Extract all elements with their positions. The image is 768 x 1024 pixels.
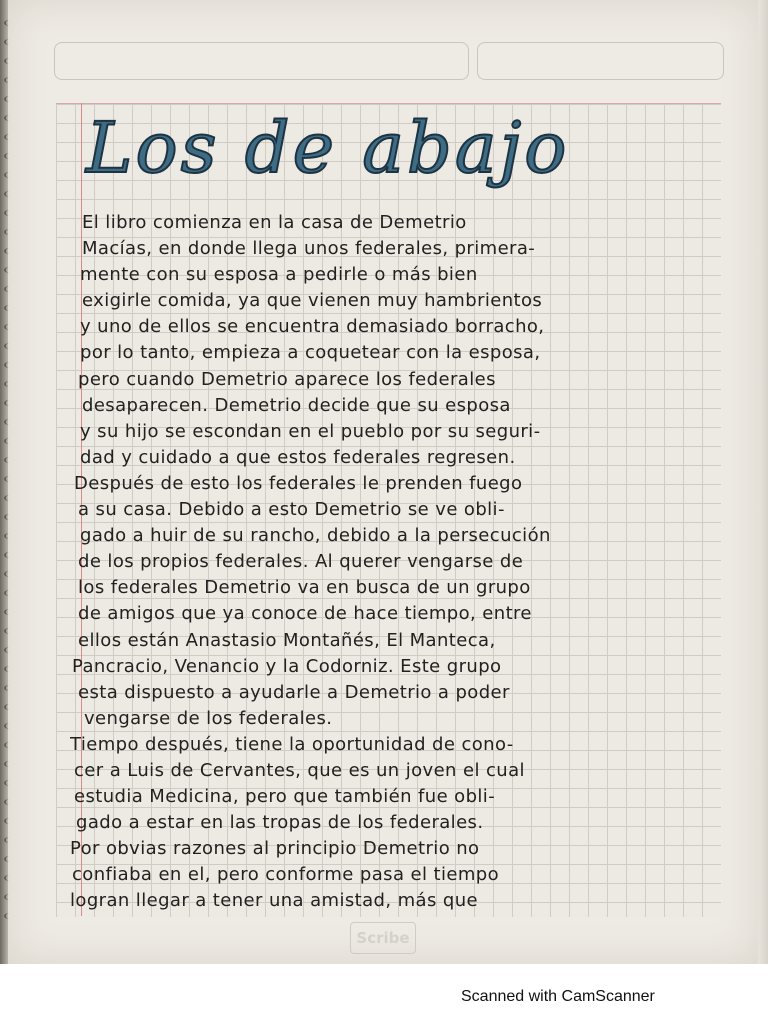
spiral-ring	[4, 362, 14, 368]
spiral-ring	[4, 58, 14, 64]
spiral-ring	[4, 552, 14, 558]
spiral-ring	[4, 761, 14, 767]
spiral-ring	[4, 609, 14, 615]
spiral-ring	[4, 381, 14, 387]
text-line: confiaba en el, pero conforme pasa el tiempo	[72, 864, 499, 886]
text-line: ellos están Anastasio Montañés, El Manteca,	[78, 629, 496, 651]
text-line: mente con su esposa a pedirle o más bien	[80, 264, 478, 286]
text-line: Después de esto los federales le prenden fuego	[74, 472, 523, 494]
spiral-ring	[4, 742, 14, 748]
spiral-ring	[4, 894, 14, 900]
spiral-ring	[4, 438, 14, 444]
text-line: y uno de ellos se encuentra demasiado borracho,	[80, 316, 545, 338]
text-line: a su casa. Debido a esto Demetrio se ve obli-	[78, 499, 505, 521]
spiral-ring	[4, 229, 14, 235]
spiral-ring	[4, 837, 14, 843]
text-line: los federales Demetrio va en busca de un grupo	[78, 577, 531, 599]
text-line: estudia Medicina, pero que también fue obli-	[74, 786, 496, 808]
spiral-ring	[4, 267, 14, 273]
spiral-ring	[4, 457, 14, 463]
spiral-ring	[4, 628, 14, 634]
text-line: cer a Luis de Cervantes, que es un joven el cual	[74, 759, 525, 781]
text-line: Por obvias razones al principio Demetrio no	[70, 838, 480, 860]
scribe-watermark: Scribe	[350, 922, 416, 954]
text-line: gado a estar en las tropas de los federales.	[76, 812, 484, 834]
spiral-ring	[4, 647, 14, 653]
spiral-ring	[4, 96, 14, 102]
spiral-ring	[4, 723, 14, 729]
spiral-ring	[4, 913, 14, 919]
text-line: esta dispuesto a ayudarle a Demetrio a poder	[78, 681, 510, 703]
text-line: Pancracio, Venancio y la Codorniz. Este grupo	[72, 655, 502, 677]
spiral-ring	[4, 533, 14, 539]
spiral-ring	[4, 685, 14, 691]
text-line: por lo tanto, empieza a coquetear con la esposa,	[80, 342, 541, 364]
spiral-ring	[4, 324, 14, 330]
text-line: Macías, en donde llega unos federales, primera-	[82, 238, 536, 260]
text-line: gado a huir de su rancho, debido a la persecución	[80, 525, 551, 547]
spiral-ring	[4, 704, 14, 710]
spiral-ring	[4, 419, 14, 425]
text-line: de amigos que ya conoce de hace tiempo, entre	[78, 603, 532, 625]
spiral-ring	[4, 476, 14, 482]
spiral-ring	[4, 590, 14, 596]
spiral-ring	[4, 305, 14, 311]
spiral-ring	[4, 115, 14, 121]
spiral-ring	[4, 799, 14, 805]
spiral-ring	[4, 780, 14, 786]
scanner-footer: Scanned with CamScanner	[461, 988, 655, 1005]
text-line: logran llegar a tener una amistad, más que	[70, 890, 478, 912]
text-line: y su hijo se escondan en el pueblo por su seguri-	[80, 420, 541, 442]
spiral-ring	[4, 856, 14, 862]
handwritten-text	[70, 210, 725, 915]
spiral-ring	[4, 191, 14, 197]
spiral-ring	[4, 571, 14, 577]
text-line: El libro comienza en la casa de Demetrio	[82, 212, 467, 233]
header-box-right	[477, 42, 724, 80]
spiral-ring	[4, 134, 14, 140]
text-line: exigirle comida, ya que vienen muy hambrientos	[82, 290, 543, 312]
spiral-ring	[4, 495, 14, 501]
spiral-ring	[4, 210, 14, 216]
spiral-ring	[4, 153, 14, 159]
spiral-ring	[4, 77, 14, 83]
spiral-ring	[4, 818, 14, 824]
text-line: dad y cuidado a que estos federales regresen.	[80, 446, 516, 468]
spiral-ring	[4, 286, 14, 292]
spiral-ring	[4, 39, 14, 45]
page-title: Los de abajo	[86, 107, 570, 189]
spiral-ring	[4, 20, 14, 26]
spiral-ring	[4, 343, 14, 349]
spiral-ring	[4, 666, 14, 672]
text-line: desaparecen. Demetrio decide que su esposa	[82, 394, 511, 416]
text-line: vengarse de los federales.	[84, 707, 333, 729]
spiral-ring	[4, 875, 14, 881]
header-box-left	[54, 42, 469, 80]
spiral-ring	[4, 172, 14, 178]
spiral-ring	[4, 248, 14, 254]
text-line: Tiempo después, tiene la oportunidad de cono-	[70, 733, 514, 755]
text-line: pero cuando Demetrio aparece los federales	[78, 368, 496, 390]
page-edge	[758, 0, 768, 964]
spiral-ring	[4, 400, 14, 406]
spiral-ring	[4, 514, 14, 520]
text-line: de los propios federales. Al querer vengarse de	[78, 551, 524, 573]
spiral-binding	[2, 20, 16, 950]
